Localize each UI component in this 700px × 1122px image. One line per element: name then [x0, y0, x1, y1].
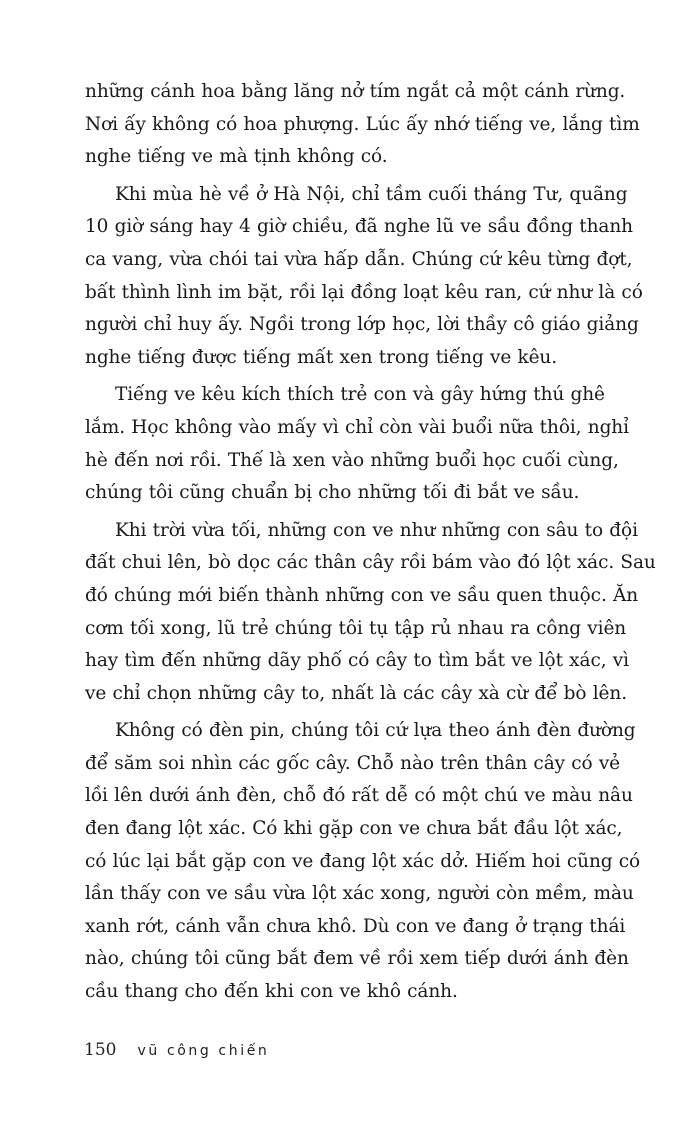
text-line: cơm tối xong, lũ trẻ chúng tôi tụ tập rủ nhau ra công viên: [85, 617, 627, 639]
page-number: 150: [84, 1040, 117, 1060]
page-footer: [84, 1040, 269, 1060]
text-line: có lúc lại bắt gặp con ve đang lột xác dở. Hiếm hoi cũng có: [85, 850, 641, 872]
text-line: hè đến nơi rồi. Thế là xen vào những buổi học cuối cùng,: [85, 449, 619, 471]
text-line: Nơi ấy không có hoa phượng. Lúc ấy nhớ tiếng ve, lắng tìm: [85, 113, 640, 135]
page-body: [85, 76, 656, 1014]
text-line: đó chúng mới biến thành những con ve sầu quen thuộc. Ăn: [85, 584, 639, 606]
text-line: hay tìm đến những dãy phố có cây to tìm bắt ve lột xác, vì: [85, 650, 629, 672]
paragraph-2: [85, 179, 645, 375]
text-line: nào, chúng tôi cũng bắt đem về rồi xem tiếp dưới ánh đèn: [85, 948, 629, 970]
text-line: Khi trời vừa tối, những con ve như những con sâu to đội: [115, 519, 638, 541]
text-line: lồi lên dưới ánh đèn, chỗ đó rất dễ có một chú ve màu nâu: [85, 785, 633, 807]
text-line: ca vang, vừa chói tai vừa hấp dẫn. Chúng cứ kêu từng đợt,: [85, 248, 633, 270]
text-line: để săm soi nhìn các gốc cây. Chỗ nào trên thân cây có vẻ: [85, 752, 621, 774]
text-line: nghe tiếng được tiếng mất xen trong tiếng ve kêu.: [85, 346, 558, 368]
text-line: Không có đèn pin, chúng tôi cứ lựa theo ánh đèn đường: [115, 720, 636, 742]
text-line: đen đang lột xác. Có khi gặp con ve chưa bắt đầu lột xác,: [85, 818, 623, 840]
text-line: chúng tôi cũng chuẩn bị cho những tối đi bắt ve sầu.: [85, 482, 580, 504]
text-line: nghe tiếng ve mà tịnh không có.: [85, 146, 388, 168]
paragraph-1: [85, 76, 645, 174]
text-line: đất chui lên, bò dọc các thân cây rồi bám vào đó lột xác. Sau: [85, 552, 656, 574]
paragraph-4: [85, 515, 656, 711]
text-line: Tiếng ve kêu kích thích trẻ con và gây hứng thú ghê: [115, 384, 605, 406]
text-line: ve chỉ chọn những cây to, nhất là các cây xà cừ để bò lên.: [85, 682, 627, 704]
text-line: xanh rớt, cánh vẫn chưa khô. Dù con ve đang ở trạng thái: [85, 915, 626, 937]
text-line: những cánh hoa bằng lăng nở tím ngắt cả một cánh rừng.: [85, 81, 626, 102]
running-title: vũ công chiến: [137, 1043, 270, 1059]
paragraph-5: [85, 715, 645, 1008]
text-line: người chỉ huy ấy. Ngồi trong lớp học, lời thầy cô giáo giảng: [85, 314, 639, 336]
paragraph-3: [85, 379, 645, 509]
text-line: Khi mùa hè về ở Hà Nội, chỉ tầm cuối tháng Tư, quãng: [115, 183, 628, 205]
text-line: 10 giờ sáng hay 4 giờ chiều, đã nghe lũ ve sầu đồng thanh: [85, 216, 633, 238]
text-line: bất thình lình im bặt, rồi lại đồng loạt kêu ran, cứ như là có: [85, 281, 643, 303]
text-line: lắm. Học không vào mấy vì chỉ còn vài buổi nữa thôi, nghỉ: [85, 416, 629, 438]
text-line: lần thấy con ve sầu vừa lột xác xong, người còn mềm, màu: [85, 883, 634, 905]
text-line: cầu thang cho đến khi con ve khô cánh.: [85, 981, 458, 1003]
